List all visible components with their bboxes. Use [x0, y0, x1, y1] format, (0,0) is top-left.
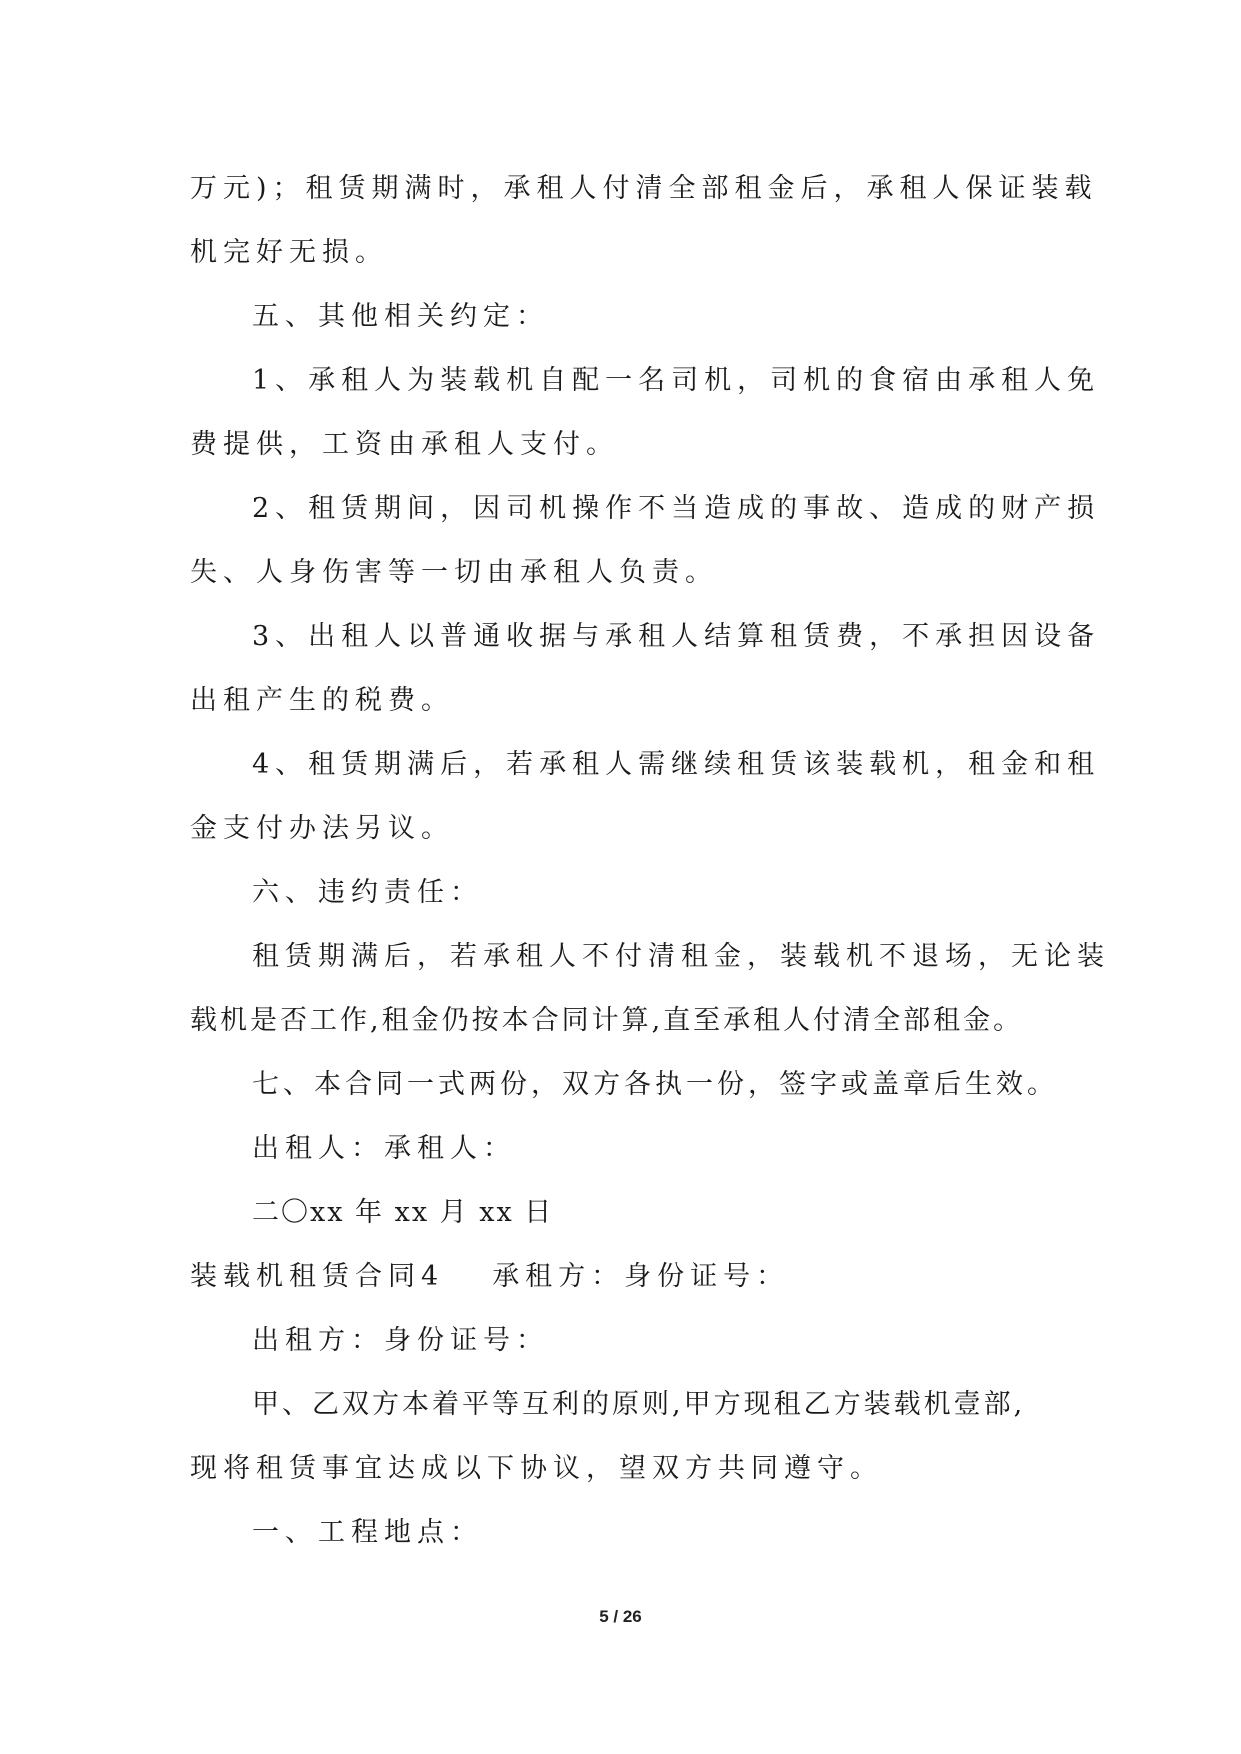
page-number: 5 / 26	[599, 1607, 642, 1626]
text-line: 1、承租人为装载机自配一名司机，司机的食宿由承租人免	[252, 365, 1101, 396]
text-line: 费提供，工资由承租人支付。	[190, 429, 619, 460]
section-heading: 五、其他相关约定：	[252, 301, 549, 332]
lessee-id-label: 承租方：身份证号：	[492, 1261, 790, 1292]
text-line: 2、租赁期间，因司机操作不当造成的事故、造成的财产损	[252, 493, 1101, 524]
section-heading: 六、违约责任：	[252, 877, 483, 908]
text-line: 甲、乙双方本着平等互利的原则,甲方现租乙方装载机壹部,	[252, 1389, 1026, 1420]
text-line: 金支付办法另议。	[190, 813, 454, 844]
text-line: 万元)；租赁期满时，承租人付清全部租金后，承租人保证装载	[190, 173, 1098, 204]
text-line: 租赁期满后，若承租人不付清租金，装载机不退场，无论装	[252, 941, 1110, 972]
text-line: 失、人身伤害等一切由承租人负责。	[190, 557, 718, 588]
text-line: 4、租赁期满后，若承租人需继续租赁该装载机，租金和租	[252, 749, 1101, 780]
lessor-id-label: 出租方：身份证号：	[252, 1325, 549, 1356]
text-line: 3、出租人以普通收据与承租人结算租赁费，不承担因设备	[252, 621, 1101, 652]
text-line: 七、本合同一式两份，双方各执一份，签字或盖章后生效。	[252, 1069, 1058, 1100]
text-line: 出租产生的税费。	[190, 685, 454, 716]
text-line: 载机是否工作,租金仍按本合同计算,直至承租人付清全部租金。	[190, 1005, 1024, 1036]
date-line: 二〇xx 年 xx 月 xx 日	[252, 1197, 554, 1228]
section-heading: 一、工程地点：	[252, 1517, 483, 1548]
contract-title: 装载机租赁合同4	[190, 1261, 445, 1292]
text-line: 机完好无损。	[190, 237, 388, 268]
signature-line: 出租人：承租人：	[252, 1133, 516, 1164]
text-line: 现将租赁事宜达成以下协议，望双方共同遵守。	[190, 1453, 883, 1484]
contract-title-line	[190, 1254, 789, 1293]
